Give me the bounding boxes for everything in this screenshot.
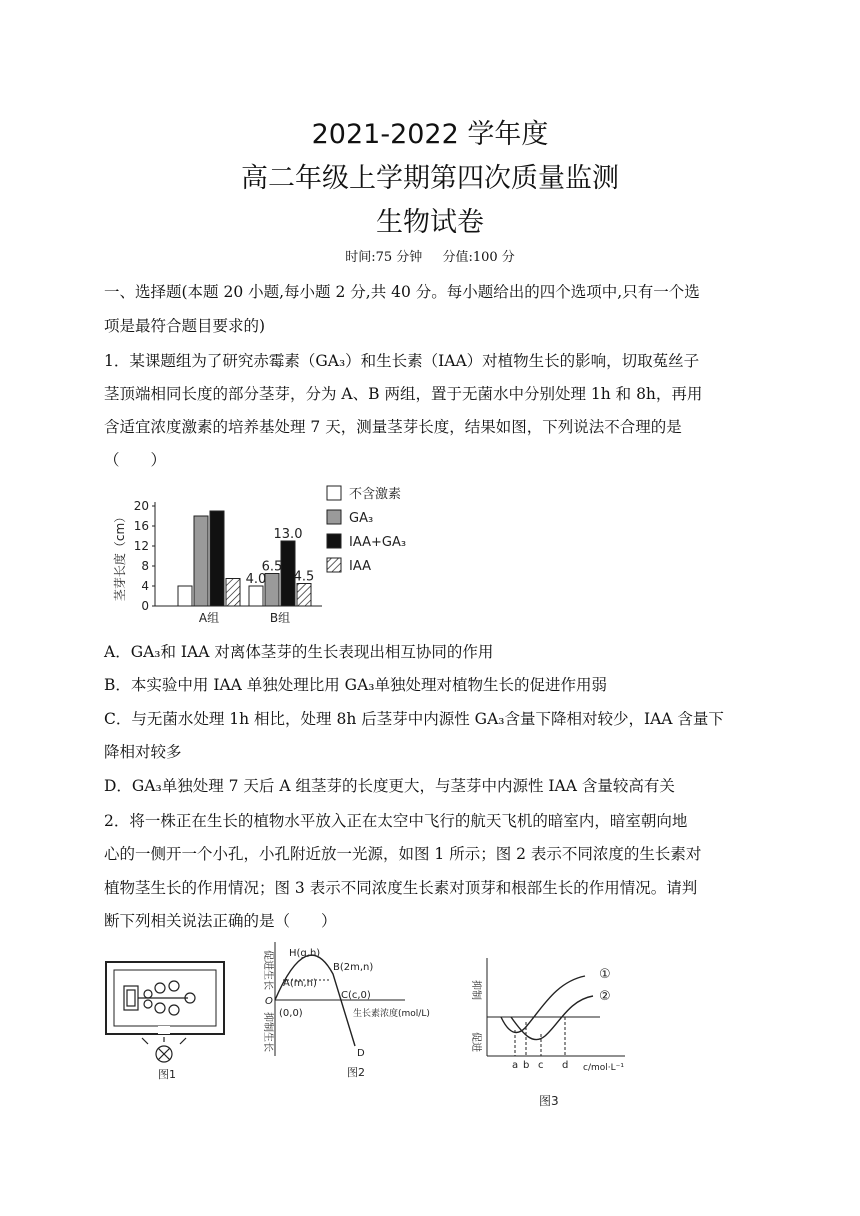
bar-data-label: 13.0 — [273, 527, 303, 542]
year-title: 2021-2022 学年度 — [311, 119, 549, 150]
fig3-tick-d: d — [562, 1060, 569, 1071]
legend-swatch — [327, 534, 341, 548]
bar — [210, 511, 224, 606]
section-heading-line1: 一、选择题(本题 20 小题,每小题 2 分,共 40 分。每小题给出的四个选项中,只有一个选 — [104, 283, 700, 301]
q1-bar-chart — [100, 478, 460, 628]
q2-stem-line3: 植物茎生长的作用情况；图 3 表示不同浓度生长素对顶芽和根部生长的作用情况。请判 — [104, 879, 698, 897]
y-tick-label: 4 — [141, 579, 149, 593]
bar — [178, 586, 192, 606]
fig2-origin-coord: (0,0) — [279, 1008, 303, 1019]
bar — [265, 574, 279, 607]
exam-title: 高二年级上学期第四次质量监测 — [241, 163, 619, 194]
figure-1 — [102, 958, 232, 1083]
fig2-point-d: D — [357, 1048, 365, 1059]
q1-stem-line2: 茎顶端相同长度的部分茎芽，分为 A、B 两组，置于无菌水中分别处理 1h 和 8h，再用 — [104, 385, 703, 403]
fig3-tick-b: b — [523, 1060, 530, 1071]
fig2-point-c: C(c,0) — [341, 990, 371, 1001]
figure-3-caption: 图3 — [539, 1094, 559, 1108]
bar — [194, 516, 208, 606]
q1-option-c-line2: 降相对较多 — [104, 743, 182, 761]
bar — [297, 584, 311, 607]
y-axis-label: 茎芽长度（cm） — [113, 510, 127, 602]
fig2-y-top-label: 促进生长 — [262, 950, 273, 990]
section-heading-line2: 项是最符合题目要求的) — [104, 317, 266, 335]
fig3-curve-2 — [511, 996, 593, 1040]
legend-swatch — [327, 510, 341, 524]
total-score: 分值:100 分 — [442, 250, 515, 265]
fig2-y-bottom-label: 抑制生长 — [262, 1012, 273, 1052]
bar — [249, 586, 263, 606]
y-tick-label: 16 — [133, 519, 149, 533]
fig2-origin: O — [265, 996, 273, 1007]
plant-icon — [124, 981, 195, 1015]
fig3-curve-1 — [501, 976, 585, 1033]
fig2-x-label: 生长素浓度(mol/L) — [353, 1009, 430, 1019]
fig2-point-a: A(m,n) — [283, 978, 317, 989]
fig3-y-bottom-label: 促进 — [470, 1032, 481, 1052]
q1-stem-line3: 含适宜浓度激素的培养基处理 7 天，测量茎芽长度，结果如图，下列说法不合理的是 — [104, 418, 682, 436]
x-category-label: B组 — [269, 611, 291, 625]
q1-option-a: A．GA₃和 IAA 对离体茎芽的生长表现出相互协同的作用 — [104, 643, 494, 661]
fig2-point-h: H(g,h) — [289, 948, 321, 959]
x-category-label: A组 — [198, 611, 220, 625]
legend-swatch — [327, 486, 341, 500]
time-limit: 时间:75 分钟 — [345, 250, 423, 265]
bar — [226, 579, 240, 607]
bar-data-label: 6.5 — [261, 559, 283, 575]
legend-label: 不含激素 — [349, 487, 402, 502]
legend-label: IAA+GA₃ — [349, 535, 407, 550]
legend-label: GA₃ — [349, 511, 374, 526]
y-tick-label: 0 — [141, 599, 149, 613]
subject-title: 生物试卷 — [376, 207, 484, 238]
light-source-icon — [142, 1037, 186, 1062]
q1-stem-line1: 1．某课题组为了研究赤霉素（GA₃）和生长素（IAA）对植物生长的影响，切取菟丝子 — [104, 352, 700, 370]
figure-2-caption: 图2 — [347, 1066, 365, 1079]
y-tick-label: 8 — [141, 559, 149, 573]
fig3-x-label: c/mol·L⁻¹ — [583, 1063, 624, 1073]
figure-2 — [255, 940, 440, 1080]
bar-data-label: 4.0 — [245, 572, 267, 587]
q1-option-c-line1: C．与无菌水处理 1h 相比，处理 8h 后茎芽中内源性 GA₃含量下降相对较少，IAA 含量下 — [104, 710, 724, 728]
q1-option-b: B．本实验中用 IAA 单独处理比用 GA₃单独处理对植物生长的促进作用弱 — [104, 676, 607, 694]
figure-3 — [465, 938, 665, 1113]
fig3-tick-c: c — [538, 1060, 544, 1071]
fig3-tick-a: a — [512, 1060, 519, 1071]
exam-meta — [0, 246, 860, 265]
fig3-curve-2-label: ② — [599, 989, 611, 1004]
legend-swatch — [327, 558, 341, 572]
q2-stem-line1: 2．将一株正在生长的植物水平放入正在太空中飞行的航天飞机的暗室内，暗室朝向地 — [104, 812, 688, 830]
q2-stem-line2: 心的一侧开一个小孔，小孔附近放一光源，如图 1 所示；图 2 表示不同浓度的生长素对 — [104, 845, 702, 863]
q1-option-d: D．GA₃单独处理 7 天后 A 组茎芽的长度更大，与茎芽中内源性 IAA 含量较高有关 — [104, 777, 675, 795]
legend-label: IAA — [349, 559, 371, 574]
q1-answer-bracket: （ ） — [104, 451, 167, 469]
fig2-point-b: B(2m,n) — [333, 962, 374, 973]
y-tick-label: 20 — [133, 499, 149, 513]
fig3-curve-1-label: ① — [599, 967, 611, 982]
y-tick-label: 12 — [133, 539, 149, 553]
small-hole — [158, 1026, 170, 1034]
figure-1-caption: 图1 — [158, 1068, 176, 1081]
q2-stem-line4: 断下列相关说法正确的是（ ） — [104, 912, 337, 930]
fig3-y-top-label: 抑制 — [470, 980, 481, 1000]
bar-data-label: 4.5 — [293, 569, 315, 585]
